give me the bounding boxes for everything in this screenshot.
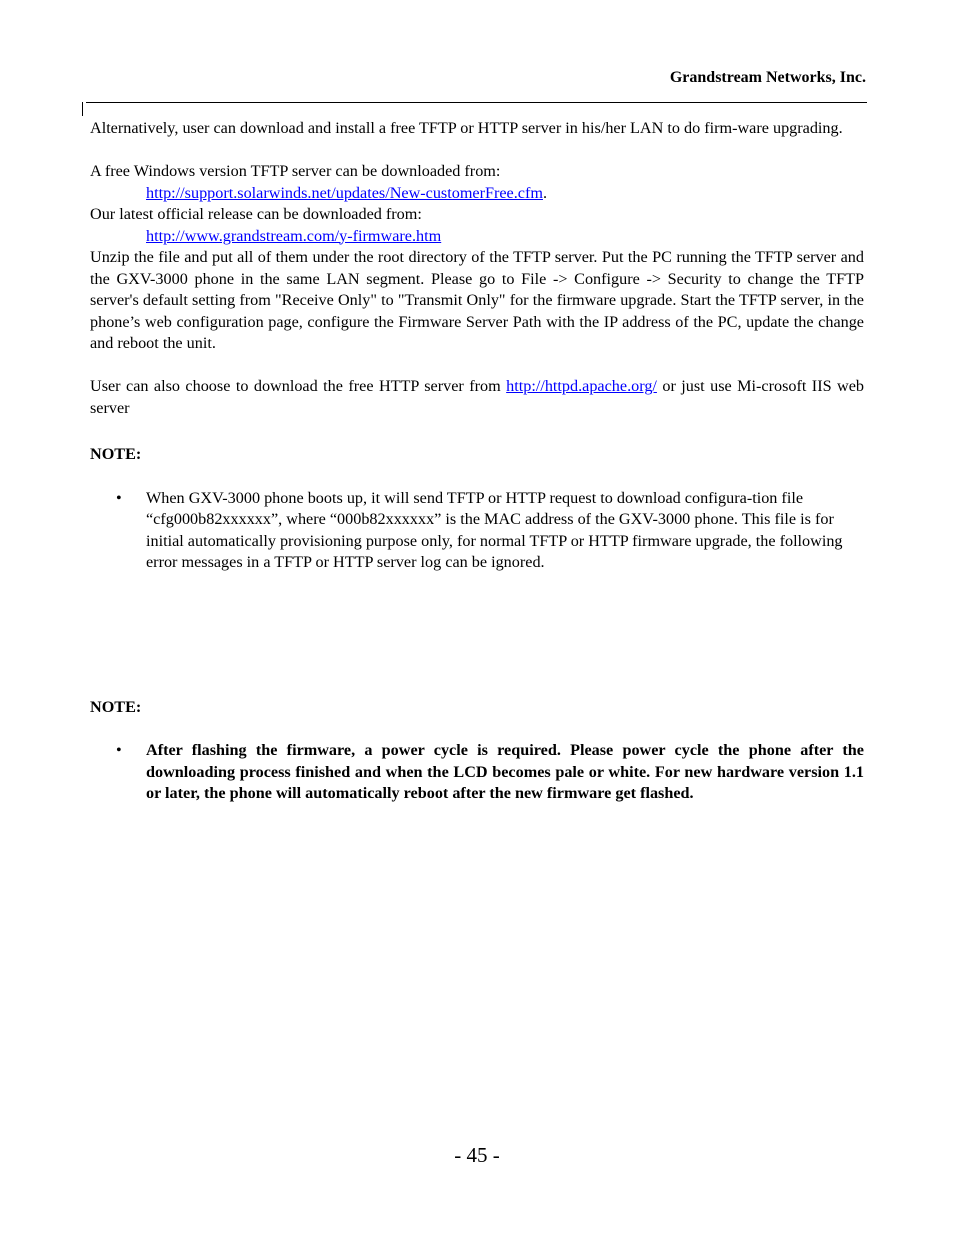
note-2-list <box>90 740 864 805</box>
note-heading-2: NOTE: <box>90 697 142 716</box>
header-divider-tick <box>82 102 83 116</box>
tftp-download-text: A free Windows version TFTP server can be downloaded from: <box>90 162 501 180</box>
paragraph-http-server <box>90 376 864 419</box>
paragraph-official-release: Our latest official release can be downloaded from: <box>90 205 422 223</box>
list-item <box>90 740 864 805</box>
http-server-text-after: or just use Mi-crosoft IIS web server <box>90 377 865 417</box>
tftp-link-period: . <box>542 183 548 202</box>
solarwinds-link[interactable]: http://support.solarwinds.net/updates/New-customerFree.cfm <box>146 183 543 202</box>
apache-link[interactable]: http://httpd.apache.org/ <box>506 377 657 395</box>
header-divider <box>86 102 867 103</box>
paragraph-tftp-download <box>90 161 864 183</box>
note-1-list <box>90 488 864 574</box>
page-content <box>90 118 864 805</box>
list-item <box>90 488 864 574</box>
paragraph-unzip-instructions: Unzip the file and put all of them under the root directory of the TFTP server. Put the PC running the TFTP server and the GXV-3000 phone in the same LAN segment. Please go to File -> Configure -> Security to change the TFTP server's default setting from "Receive Only" to "Transmit Only" for the firmware upgrade. Start the TFTP server, in the phone’s web configuration page, configure the Firmware Server Path with the IP address of the PC, update the change and reboot the unit. <box>90 248 864 352</box>
blank-space <box>90 574 864 672</box>
paragraph-alternatively: Alternatively, user can download and install a free TFTP or HTTP server in his/her LAN to do firm-ware upgrading. <box>90 119 843 137</box>
bullet-text-boot-request: When GXV-3000 phone boots up, it will send TFTP or HTTP request to download configura-tion file “cfg000b82xxxxxx”, where “000b82xxxxxx” is the MAC address of the GXV-3000 phone. This file is for initial automatically provisioning purpose only, for normal TFTP or HTTP firmware upgrade, the following error messages in a TFTP or HTTP server log can be ignored. <box>146 488 843 571</box>
header-company-name: Grandstream Networks, Inc. <box>669 69 866 86</box>
release-link-line <box>90 226 864 248</box>
http-server-text-before: User can also choose to download the free HTTP server from <box>90 377 507 395</box>
bullet-text-power-cycle: After flashing the firmware, a power cycle is required. Please power cycle the phone after the downloading process finished and when the LCD becomes pale or white. For new hardware version 1.1 or later, the phone will automatically reboot after the new firmware get flashed. <box>146 741 864 802</box>
bullet-icon: • <box>116 741 122 759</box>
grandstream-firmware-link[interactable]: http://www.grandstream.com/y-firmware.htm <box>146 226 442 245</box>
page-number: - 45 - <box>454 1143 500 1167</box>
bullet-icon: • <box>116 488 122 507</box>
note-heading-1: NOTE: <box>90 445 142 463</box>
tftp-link-line <box>90 183 864 205</box>
